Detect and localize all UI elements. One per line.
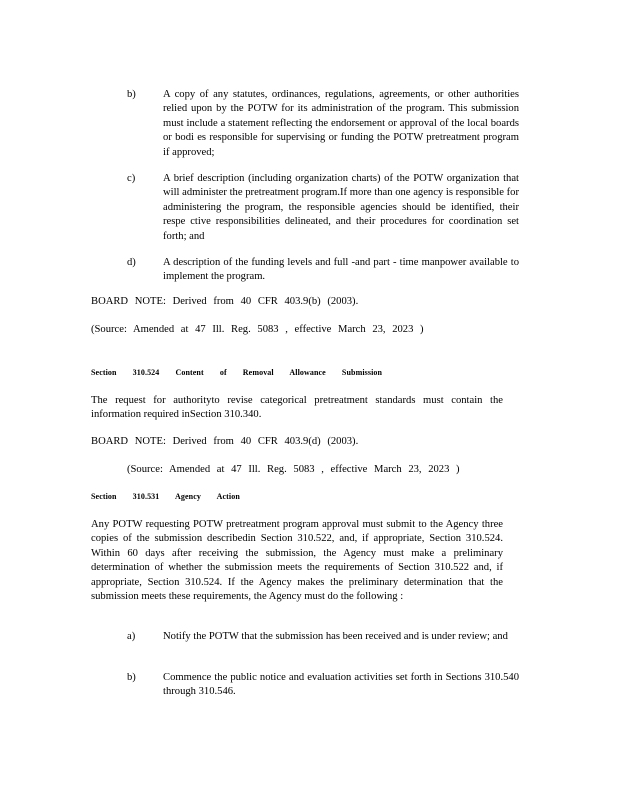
board-note: BOARD NOTE: Derived from 40 CFR 403.9(d) (2003). (91, 436, 359, 447)
source-note: (Source: Amended at 47 Ill. Reg. 5083 , effective March 23, 2023 ) (91, 324, 424, 335)
item-label: d) (127, 257, 136, 268)
item-label: b) (127, 672, 136, 683)
item-text: Commence the public notice and evaluation activities set forth in Sections 310.540 through 310.546. (163, 672, 519, 698)
source-note: (Source: Amended at 47 Ill. Reg. 5083 , effective March 23, 2023 ) (127, 464, 460, 475)
item-label: c) (127, 173, 136, 184)
item-text: A description of the funding levels and full -and part - time manpower available to implement the program. (163, 257, 519, 283)
item-label: b) (127, 89, 136, 100)
board-note: BOARD NOTE: Derived from 40 CFR 403.9(b) (2003). (91, 296, 359, 307)
section-paragraph: The request for authorityto revise categorical pretreatment standards must contain the information required inSection 310.340. (91, 395, 503, 421)
item-text: A copy of any statutes, ordinances, regulations, agreements, or other authorities relied upon by the POTW for its administration of the program. This submission must include a statement reflecting the endorsement or approval of the local boards or bodi es responsible for supervising or funding the POTW pretreatment program if approved; (163, 89, 519, 158)
section-heading: Section 310.524 Content of Removal Allowance Submission (91, 368, 383, 377)
item-text: A brief description (including organization charts) of the POTW organization that will administer the pretreatment program.If more than one agency is responsible for administering the program, the responsible agencies should be identified, their respe ctive responsibilities delineated, and their procedures for coordination set forth; and (163, 173, 519, 242)
item-label: a) (127, 631, 136, 642)
section-paragraph: Any POTW requesting POTW pretreatment program approval must submit to the Agency three copies of the submission describedin Section 310.522, and, if appropriate, Section 310.524. Within 60 days after receiving the submission, the Agency must make a preliminary determination of whether the submission meets the requirements of Section 310.522 and, if appropriate, Section 310.524. If the Agency makes the preliminary determination that the submission meets these requirements, the Agency must do the following : (91, 519, 503, 603)
section-heading: Section 310.531 Agency Action (91, 492, 240, 501)
item-text: Notify the POTW that the submission has been received and is under review; and (163, 631, 508, 642)
